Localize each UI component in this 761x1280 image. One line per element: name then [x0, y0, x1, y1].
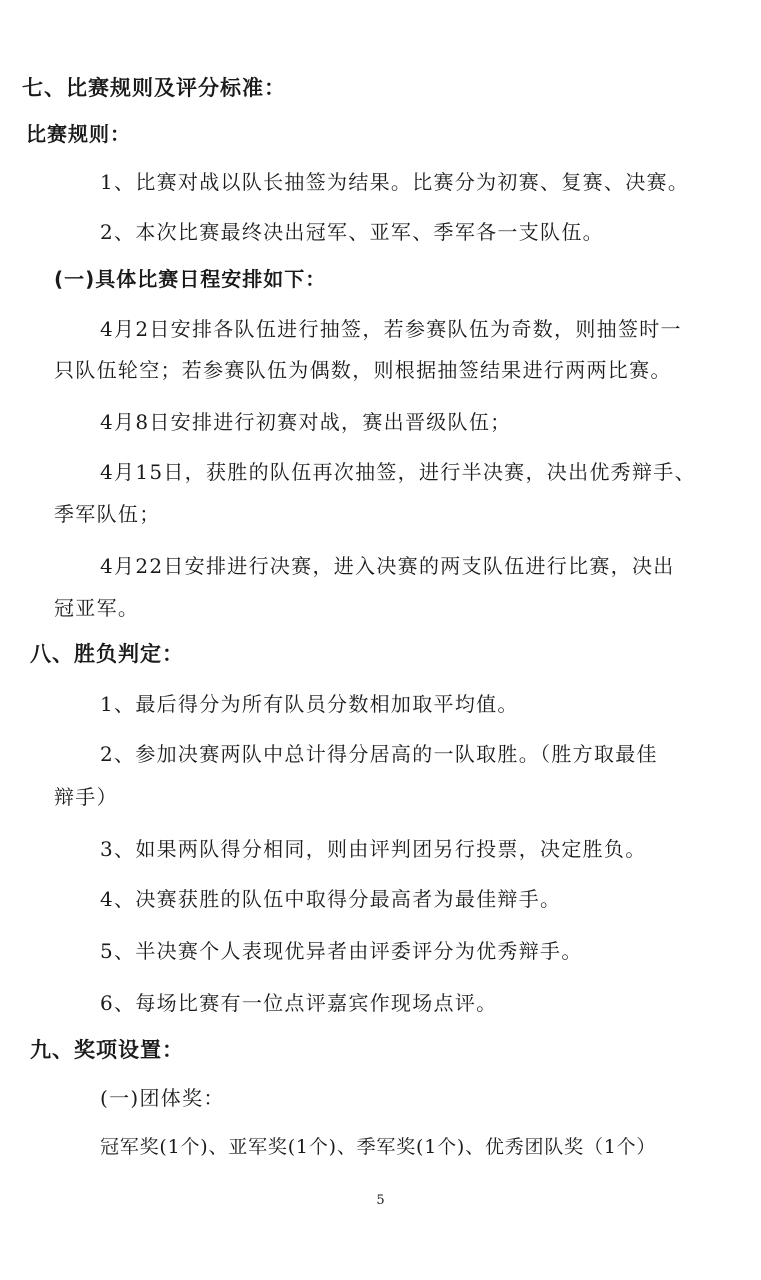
schedule-item-3-line-1: 4月15日，获胜的队伍再次抽签，进行半决赛，决出优秀辩手、 — [100, 460, 696, 484]
team-award-list: 冠军奖(1个)、亚军奖(1个)、季军奖(1个)、优秀团队奖（1个） — [100, 1136, 657, 1158]
section-8-heading: 八、胜负判定： — [30, 642, 184, 666]
section-9-heading: 九、奖项设置： — [30, 1038, 184, 1062]
rule-item-1: 1、比赛对战以队长抽签为结果。比赛分为初赛、复赛、决赛。 — [100, 170, 690, 194]
section-7-heading: 七、比赛规则及评分标准： — [22, 76, 286, 100]
team-award-heading: (一)团体奖： — [100, 1086, 225, 1110]
schedule-item-1-line-2: 只队伍轮空；若参赛队伍为偶数，则根据抽签结果进行两两比赛。 — [54, 358, 672, 382]
judgement-item-1: 1、最后得分为所有队员分数相加取平均值。 — [100, 692, 519, 716]
rules-heading: 比赛规则： — [26, 122, 131, 146]
schedule-item-2: 4月8日安排进行初赛对战，赛出晋级队伍； — [100, 410, 512, 434]
schedule-item-1-line-1: 4月2日安排各队伍进行抽签，若参赛队伍为奇数，则抽签时一 — [100, 317, 682, 341]
judgement-item-2-line-1: 2、参加决赛两队中总计得分居高的一队取胜。（胜方取最佳 — [100, 742, 658, 766]
rule-item-2: 2、本次比赛最终决出冠军、亚军、季军各一支队伍。 — [100, 220, 604, 244]
judgement-item-3: 3、如果两队得分相同，则由评判团另行投票，决定胜负。 — [100, 837, 647, 861]
judgement-item-6: 6、每场比赛有一位点评嘉宾作现场点评。 — [100, 991, 498, 1015]
judgement-item-5: 5、半决赛个人表现优异者由评委评分为优秀辩手。 — [100, 939, 583, 963]
schedule-item-3-line-2: 季军队伍； — [54, 502, 161, 526]
schedule-heading: (一)具体比赛日程安排如下： — [54, 267, 327, 291]
page-number: 5 — [376, 1193, 385, 1208]
judgement-item-4: 4、决赛获胜的队伍中取得分最高者为最佳辩手。 — [100, 887, 562, 911]
judgement-item-2-line-2: 辩手） — [54, 785, 118, 809]
schedule-item-4-line-2: 冠亚军。 — [54, 596, 140, 620]
schedule-item-4-line-1: 4月22日安排进行决赛，进入决赛的两支队伍进行比赛，决出 — [100, 554, 675, 578]
